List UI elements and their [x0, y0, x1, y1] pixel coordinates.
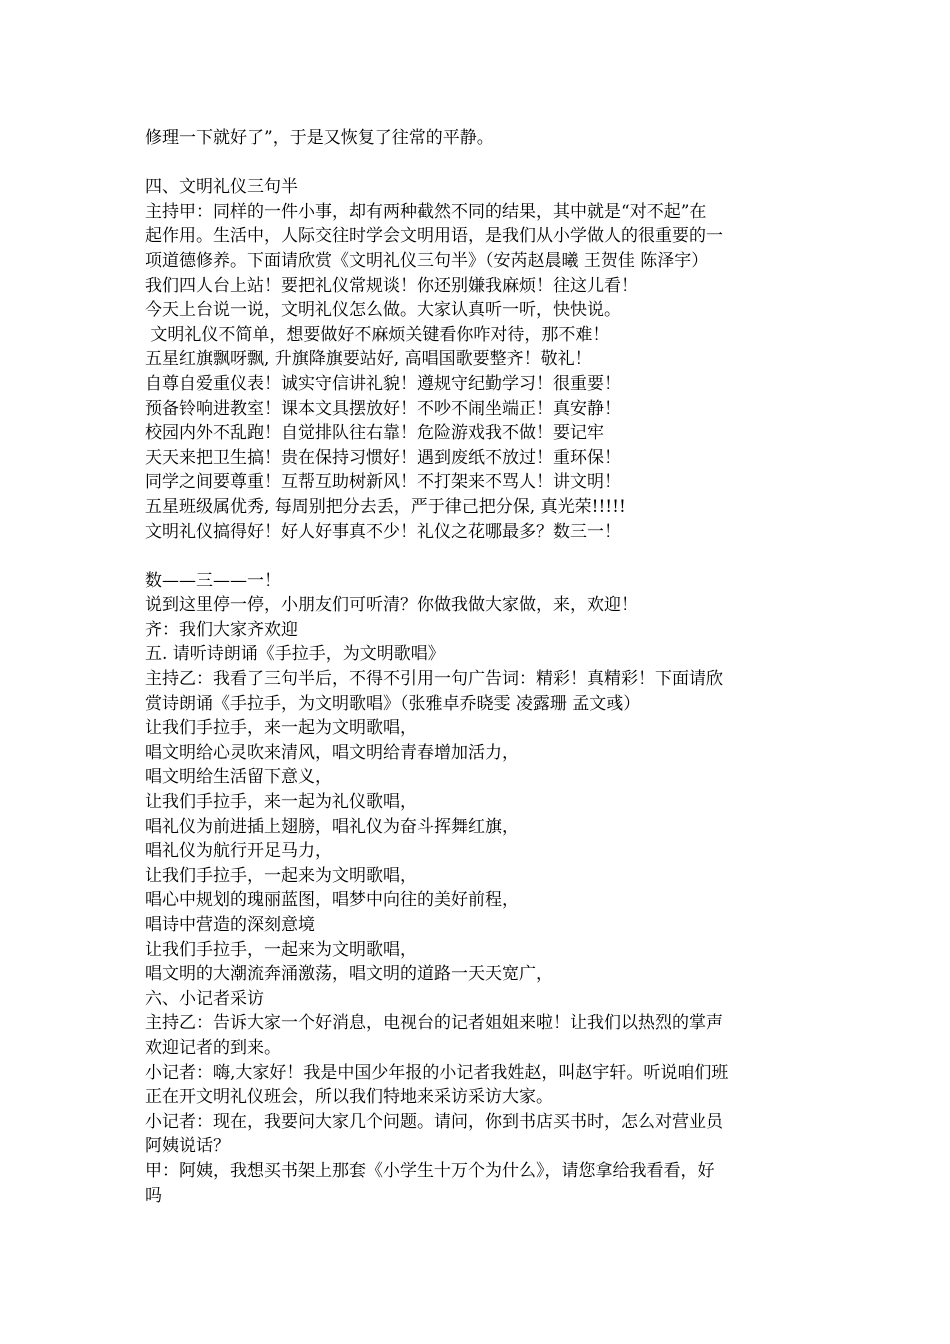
text-line: 唱礼仪为前进插上翅膀，唱礼仪为奋斗挥舞红旗， — [145, 816, 519, 837]
text-line: 唱文明给心灵吹来清风，唱文明给青春增加活力， — [145, 742, 519, 763]
text-line: 校园内外不乱跑！自觉排队往右靠！危险游戏我不做！要记牢 — [145, 423, 604, 444]
document-body — [145, 126, 810, 1208]
text-line: 唱文明给生活留下意义， — [145, 767, 332, 788]
text-line: 唱文明的大潮流奔涌激荡，唱文明的道路一天天宽广， — [145, 964, 553, 985]
text-line: 让我们手拉手，一起来为文明歌唱， — [145, 939, 417, 960]
section-heading: 四、文明礼仪三句半 — [145, 177, 298, 198]
text-line: 五星班级属优秀, 每周别把分去丢，严于律己把分保, 真光荣!!!!! — [145, 496, 626, 517]
text-line: 唱心中规划的瑰丽蓝图，唱梦中向往的美好前程， — [145, 890, 519, 911]
text-line: 说到这里停一停，小朋友们可听清？你做我做大家做，来，欢迎！ — [145, 595, 638, 616]
text-line: 阿姨说话？ — [145, 1136, 230, 1157]
text-line: 预备铃响进教室！课本文具摆放好！不吵不闹坐端正！真安静！ — [145, 398, 621, 419]
text-line: 今天上台说一说，文明礼仪怎么做。大家认真听一听，快快说。 — [145, 300, 621, 321]
text-line: 主持乙：我看了三句半后，不得不引用一句广告词：精彩！真精彩！下面请欣 — [145, 669, 723, 690]
text-line: 吗 — [145, 1185, 162, 1206]
text-line: 天天来把卫生搞！贵在保持习惯好！遇到废纸不放过！重环保！ — [145, 447, 621, 468]
text-line: 主持乙：告诉大家一个好消息，电视台的记者姐姐来啦！让我们以热烈的掌声 — [145, 1013, 723, 1034]
text-line: 欢迎记者的到来。 — [145, 1037, 281, 1058]
text-line: 我们四人台上站！要把礼仪常规谈！你还别嫌我麻烦！往这儿看！ — [145, 275, 638, 296]
text-line: 主持甲：同样的一件小事，却有两种截然不同的结果，其中就是“对不起”在 — [145, 201, 707, 222]
section-heading: 六、小记者采访 — [145, 988, 264, 1009]
text-line: 文明礼仪搞得好！好人好事真不少！礼仪之花哪最多？数三一！ — [145, 521, 621, 542]
section-heading: 五. 请听诗朗诵《手拉手，为文明歌唱》 — [145, 644, 445, 665]
text-line: 甲：阿姨，我想买书架上那套《小学生十万个为什么》，请您拿给我看看，好 — [145, 1160, 715, 1181]
text-line: 起作用。生活中，人际交往时学会文明用语，是我们从小学做人的很重要的一 — [145, 226, 723, 247]
blank-line — [145, 151, 810, 176]
blank-line — [145, 544, 810, 569]
text-line: 自尊自爱重仪表！诚实守信讲礼貌！遵规守纪勤学习！很重要！ — [145, 373, 621, 394]
text-line: 唱诗中营造的深刻意境 — [145, 915, 315, 935]
text-line: 让我们手拉手，一起来为文明歌唱， — [145, 865, 417, 886]
text-line: 齐：我们大家齐欢迎 — [145, 619, 298, 640]
text-line: 小记者：嗨,大家好！我是中国少年报的小记者我姓赵，叫赵宇轩。听说咱们班 — [145, 1062, 729, 1083]
text-line: 让我们手拉手，来一起为文明歌唱， — [145, 718, 417, 739]
text-line: 五星红旗飘呀飘, 升旗降旗要站好, 高唱国歌要整齐！敬礼！ — [145, 349, 592, 370]
text-line: 让我们手拉手，来一起为礼仪歌唱， — [145, 792, 417, 813]
text-line: 修理一下就好了”，于是又恢复了往常的平静。 — [145, 128, 494, 148]
text-line: 唱礼仪为航行开足马力， — [145, 841, 332, 862]
text-line: 赏诗朗诵《手拉手，为文明歌唱》（张雅卓乔晓雯 凌露珊 孟文彧） — [145, 693, 641, 714]
text-line: 数——三——一！ — [145, 570, 281, 591]
text-line: 小记者：现在，我要问大家几个问题。请问，你到书店买书时，怎么对营业员 — [145, 1111, 723, 1132]
text-line: 文明礼仪不简单，想要做好不麻烦关键看你咋对待，那不难！ — [145, 324, 610, 345]
text-line: 项道德修养。下面请欣赏《文明礼仪三句半》（安芮赵晨曦 王贺佳 陈泽宇） — [145, 250, 709, 271]
text-line: 正在开文明礼仪班会，所以我们特地来采访采访大家。 — [145, 1087, 553, 1108]
text-line: 同学之间要尊重！互帮互助树新风！不打架来不骂人！讲文明！ — [145, 472, 621, 493]
